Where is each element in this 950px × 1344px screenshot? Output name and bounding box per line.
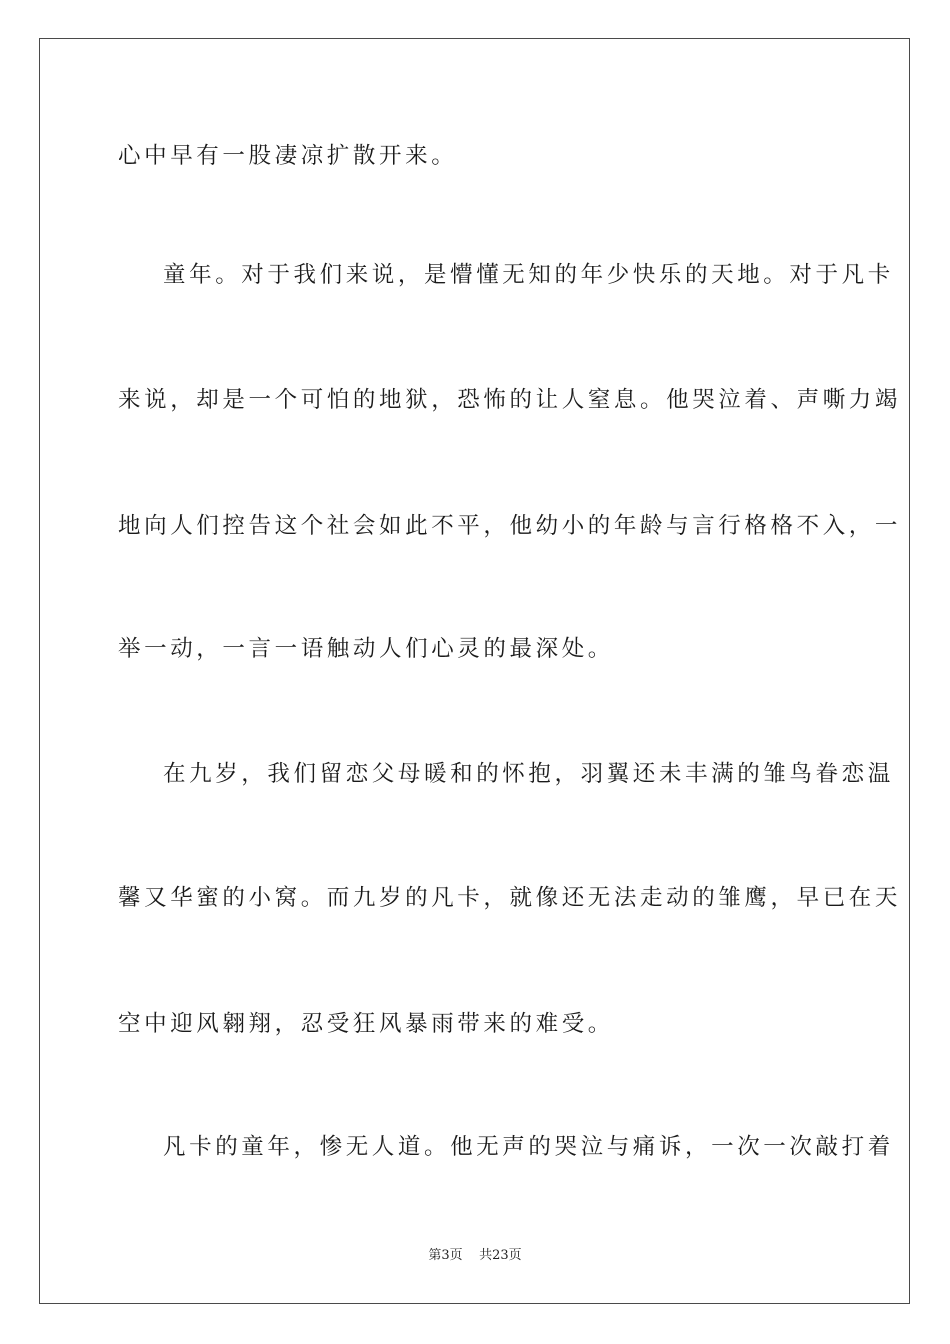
text-line: 馨又华蜜的小窝。而九岁的凡卡，就像还无法走动的雏鹰，早已在天 bbox=[118, 885, 902, 911]
paragraph-start-line: 在九岁，我们留恋父母暖和的怀抱，羽翼还未丰满的雏鸟眷恋温 bbox=[163, 761, 894, 787]
text-line: 举一动，一言一语触动人们心灵的最深处。 bbox=[118, 636, 614, 662]
page-total: 共23页 bbox=[479, 1248, 522, 1263]
paragraph-start-line: 凡卡的童年，惨无人道。他无声的哭泣与痛诉，一次一次敲打着 bbox=[163, 1134, 894, 1160]
text-line: 地向人们控告这个社会如此不平，他幼小的年龄与言行格格不入，一 bbox=[118, 513, 902, 539]
text-line: 心中早有一股凄凉扩散开来。 bbox=[118, 143, 458, 169]
text-line: 来说，却是一个可怕的地狱，恐怖的让人窒息。他哭泣着、声嘶力竭 bbox=[118, 387, 902, 413]
paragraph-start-line: 童年。对于我们来说，是懵懂无知的年少快乐的天地。对于凡卡 bbox=[163, 262, 894, 288]
page-footer bbox=[0, 1247, 950, 1265]
page-border bbox=[39, 38, 910, 1304]
page-number: 第3页 bbox=[428, 1248, 463, 1263]
text-line: 空中迎风翱翔，忍受狂风暴雨带来的难受。 bbox=[118, 1011, 614, 1037]
